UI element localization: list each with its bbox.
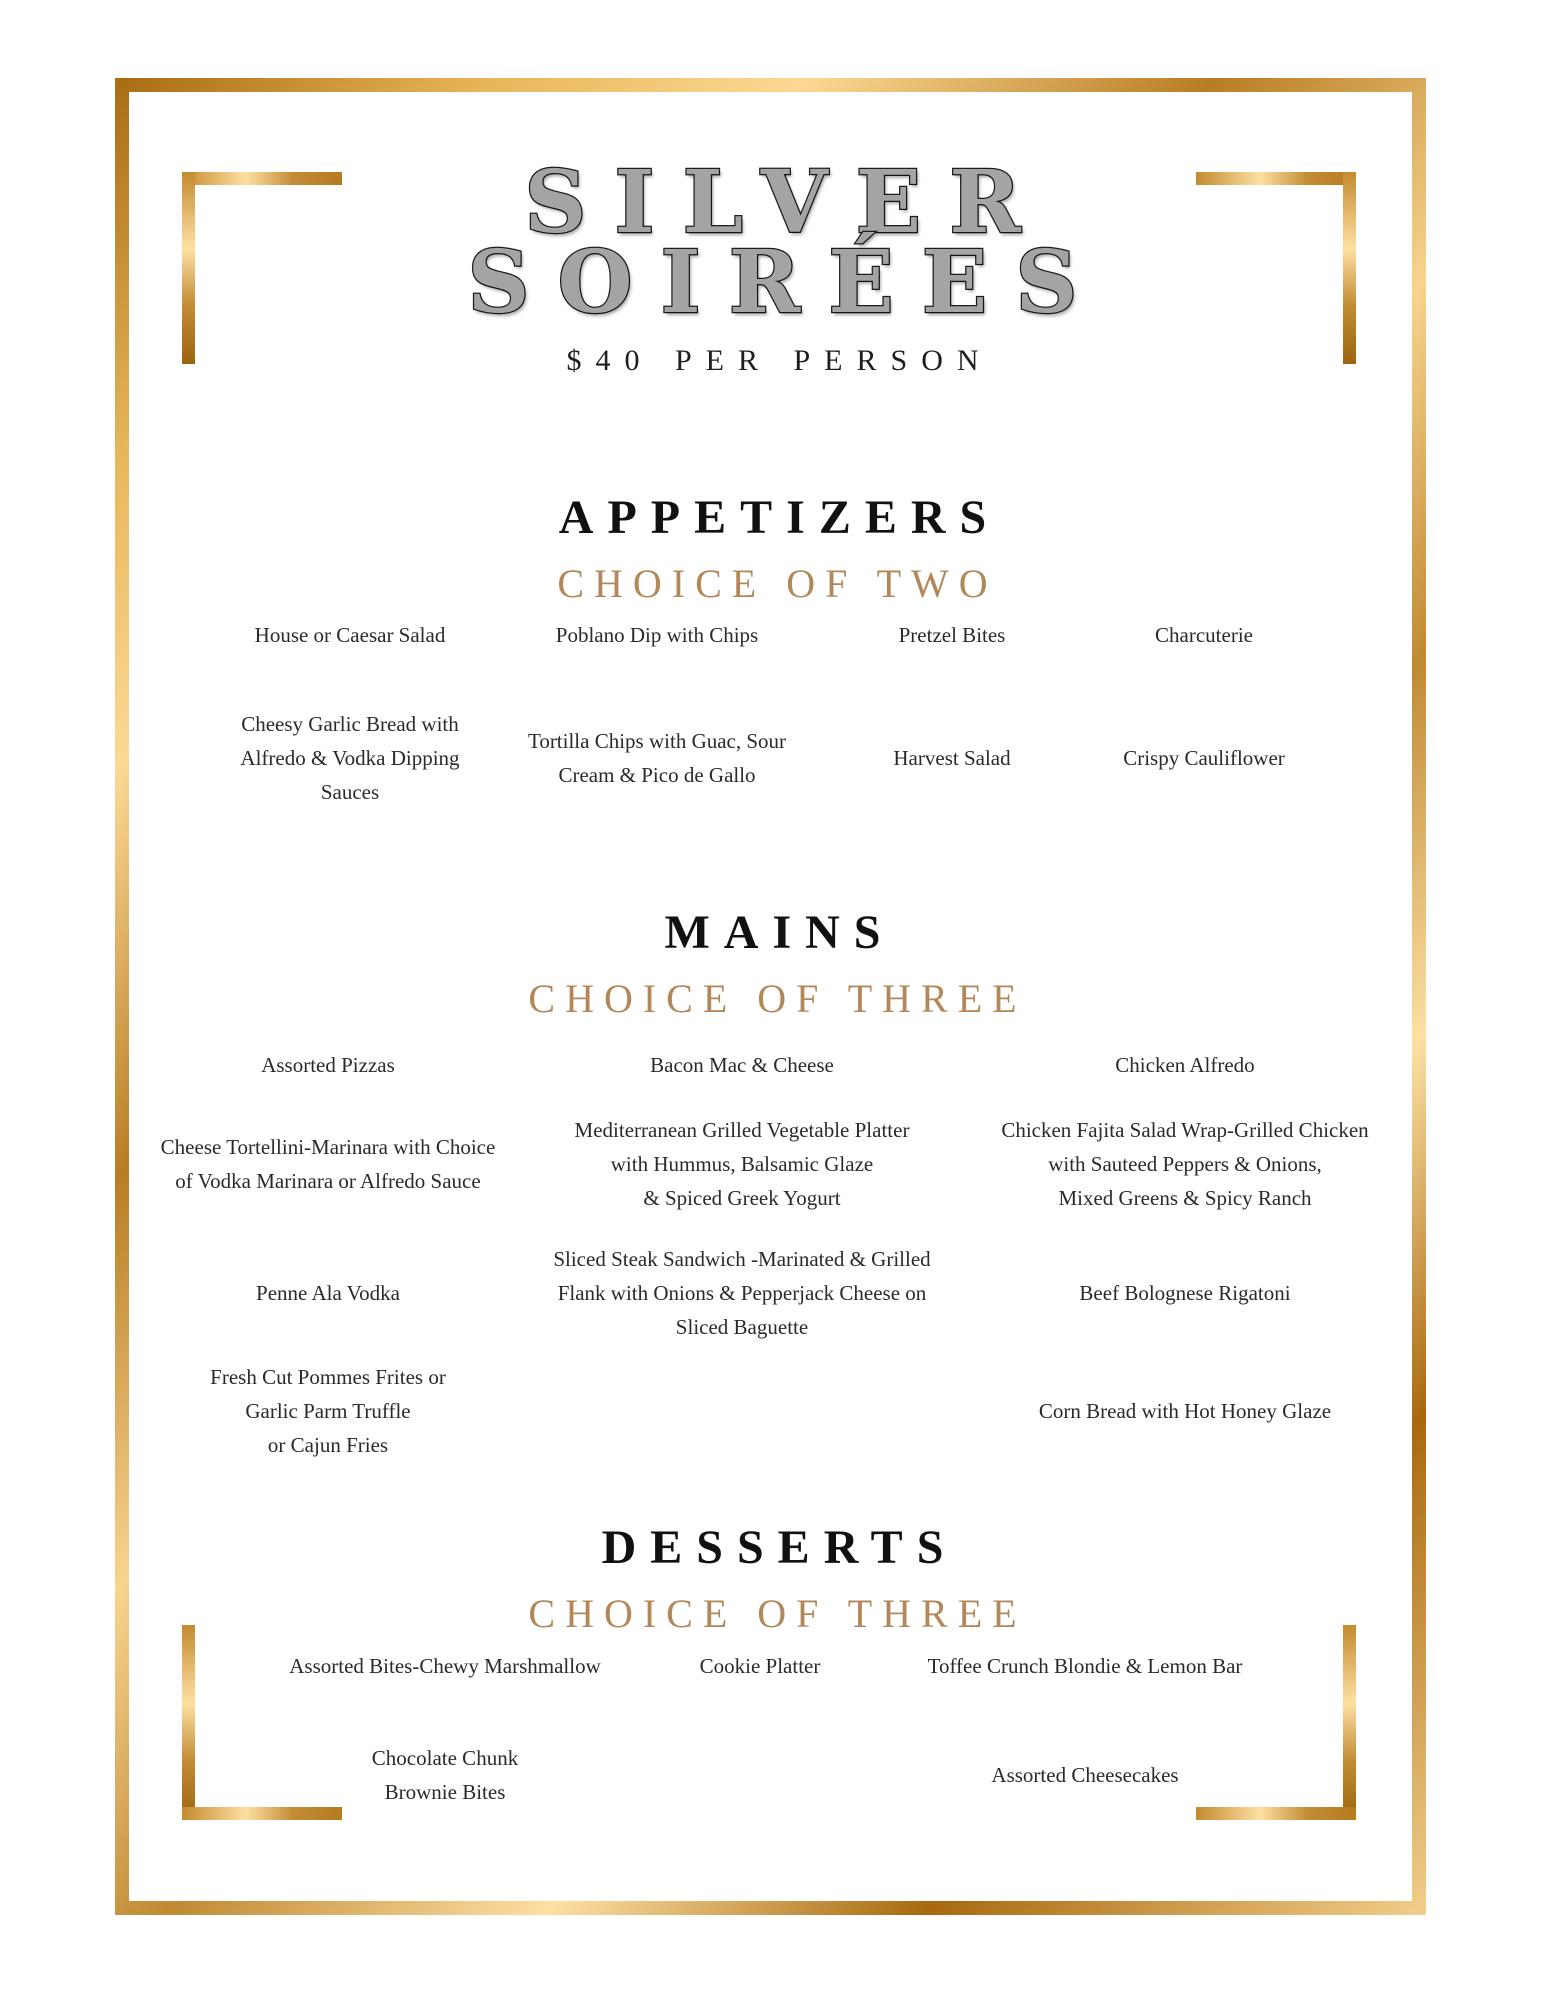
main-item: Fresh Cut Pommes Frites or Garlic Parm Truffle or Cajun Fries bbox=[210, 1365, 446, 1457]
dessert-item: Assorted Bites-Chewy Marshmallow bbox=[289, 1654, 601, 1678]
title-line-1: SILVER bbox=[524, 152, 1049, 253]
mains-heading: MAINS bbox=[664, 906, 895, 959]
price-per-person: $40 PER PERSON bbox=[566, 344, 993, 377]
main-item: Corn Bread with Hot Honey Glaze bbox=[1038, 1399, 1332, 1423]
dessert-item: Chocolate Chunk Brownie Bites bbox=[371, 1746, 519, 1804]
appetizer-item: Poblano Dip with Chips bbox=[555, 623, 759, 647]
dessert-item: Toffee Crunch Blondie & Lemon Bar bbox=[927, 1654, 1243, 1678]
appetizer-item: Charcuterie bbox=[1155, 623, 1253, 647]
appetizers-heading: APPETIZERS bbox=[558, 491, 1001, 544]
title-line-2: SOIRÉES bbox=[467, 232, 1106, 333]
main-item: Sliced Steak Sandwich -Marinated & Grilled Flank with Onions & Pepperjack Cheese on Sliced Baguette bbox=[553, 1247, 931, 1339]
desserts-subtitle: CHOICE OF THREE bbox=[528, 1591, 1027, 1636]
main-item: Bacon Mac & Cheese bbox=[650, 1053, 834, 1077]
main-item: Assorted Pizzas bbox=[261, 1053, 395, 1077]
appetizer-item: Harvest Salad bbox=[893, 746, 1011, 770]
appetizer-item: Tortilla Chips with Guac, Sour Cream & Pico de Gallo bbox=[527, 729, 787, 787]
main-item: Penne Ala Vodka bbox=[256, 1281, 400, 1305]
appetizer-item: Cheesy Garlic Bread with Alfredo & Vodka Dipping Sauces bbox=[240, 712, 460, 804]
main-item: Cheese Tortellini-Marinara with Choice of Vodka Marinara or Alfredo Sauce bbox=[160, 1135, 496, 1193]
main-item: Beef Bolognese Rigatoni bbox=[1079, 1281, 1291, 1305]
appetizer-item: House or Caesar Salad bbox=[254, 623, 446, 647]
desserts-heading: DESSERTS bbox=[601, 1521, 958, 1574]
main-item: Chicken Alfredo bbox=[1115, 1053, 1255, 1077]
dessert-item: Assorted Cheesecakes bbox=[991, 1763, 1179, 1787]
main-item: Mediterranean Grilled Vegetable Platter with Hummus, Balsamic Glaze & Spiced Greek Yogurt bbox=[574, 1118, 910, 1210]
appetizer-item: Crispy Cauliflower bbox=[1123, 746, 1285, 770]
main-item: Chicken Fajita Salad Wrap-Grilled Chicken with Sauteed Peppers & Onions, Mixed Greens & Spicy Ranch bbox=[1001, 1118, 1369, 1210]
dessert-item: Cookie Platter bbox=[699, 1654, 821, 1678]
appetizer-item: Pretzel Bites bbox=[898, 623, 1006, 647]
mains-subtitle: CHOICE OF THREE bbox=[528, 976, 1027, 1021]
appetizers-subtitle: CHOICE OF TWO bbox=[557, 561, 998, 606]
